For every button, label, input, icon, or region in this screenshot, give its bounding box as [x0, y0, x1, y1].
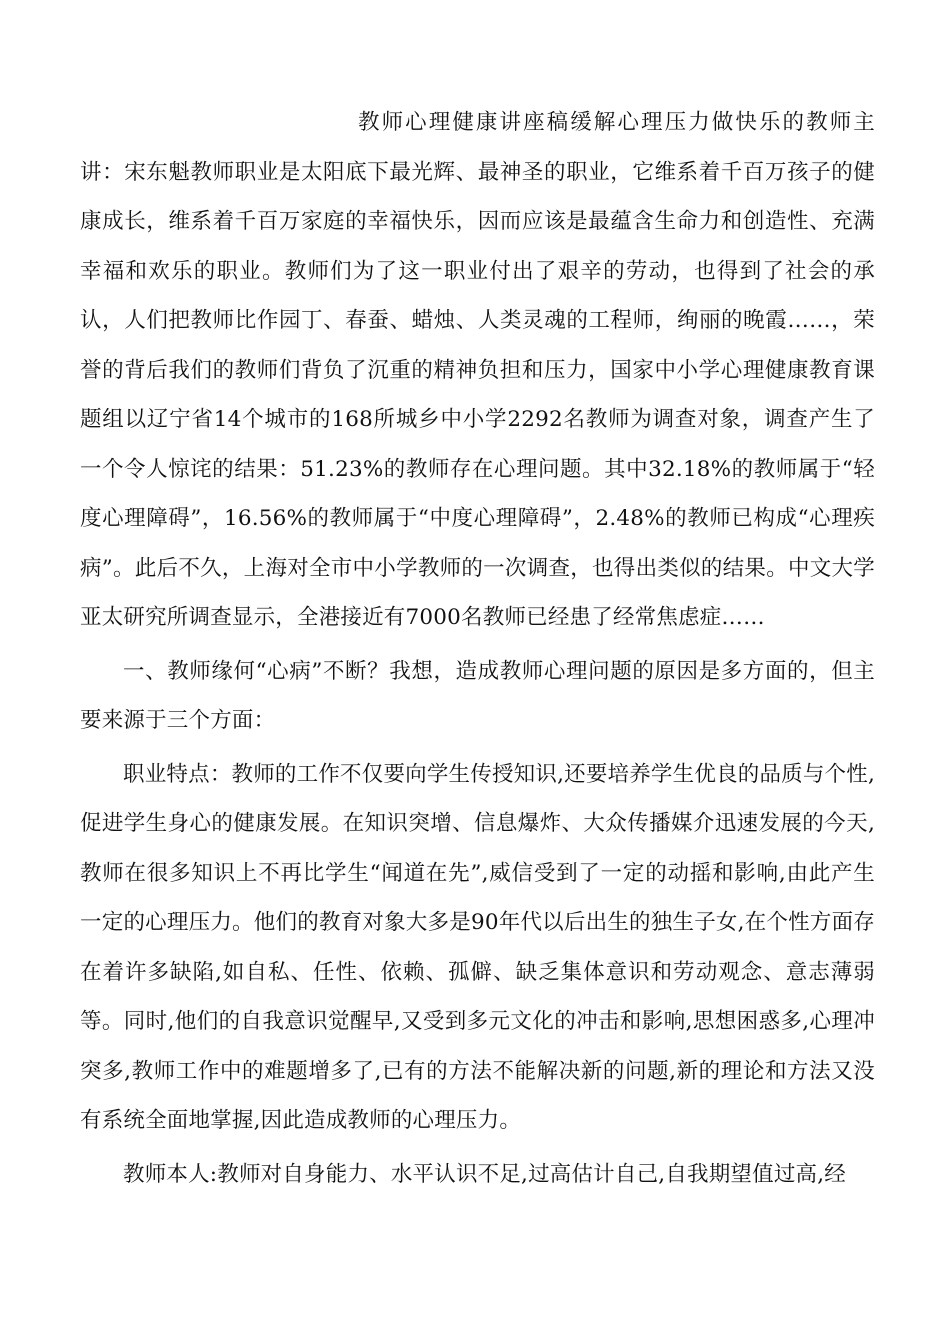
section-one-heading-paragraph: 一、教师缘何“心病”不断？我想，造成教师心理问题的原因是多方面的，但主要来源于三个方面： [80, 658, 875, 733]
document-body [80, 98, 875, 1199]
teacher-self-paragraph: 教师本人:教师对自身能力、水平认识不足,过高估计自己,自我期望值过高,经 [123, 1161, 846, 1187]
occupational-features-paragraph: 职业特点：教师的工作不仅要向学生传授知识,还要培养学生优良的品质与个性,促进学生身心的健康发展。在知识突增、信息爆炸、大众传播媒介迅速发展的今天,教师在很多知识上不再比学生“闻道在先”,威信受到了一定的动摇和影响,由此产生一定的心理压力。他们的教育对象大多是90年代以后出生的独生子女,在个性方面存在着许多缺陷,如自私、任性、依赖、孤僻、缺乏集体意识和劳动观念、意志薄弱等。同时,他们的自我意识觉醒早,又受到多元文化的冲击和影响,思想困惑多,心理冲突多,教师工作中的难题增多了,已有的方法不能解决新的问题,新的理论和方法又没有系统全面地掌握,因此造成教师的心理压力。 [80, 761, 875, 1133]
intro-paragraph: 教师心理健康讲座稿缓解心理压力做快乐的教师主讲：宋东魁教师职业是太阳底下最光辉、最神圣的职业，它维系着千百万孩子的健康成长，维系着千百万家庭的幸福快乐，因而应该是最蕴含生命力和创造性、充满幸福和欢乐的职业。教师们为了这一职业付出了艰辛的劳动，也得到了社会的承认，人们把教师比作园丁、春蚕、蜡烛、人类灵魂的工程师，绚丽的晚霞……，荣誉的背后我们的教师们背负了沉重的精神负担和压力，国家中小学心理健康教育课题组以辽宁省14个城市的168所城乡中小学2292名教师为调查对象，调查产生了一个令人惊诧的结果：51.23%的教师存在心理问题。其中32.18%的教师属于“轻度心理障碍”，16.56%的教师属于“中度心理障碍”，2.48%的教师已构成“心理疾病”。此后不久，上海对全市中小学教师的一次调查，也得出类似的结果。中文大学亚太研究所调查显示，全港接近有7000名教师已经患了经常焦虑症…… [80, 110, 875, 630]
